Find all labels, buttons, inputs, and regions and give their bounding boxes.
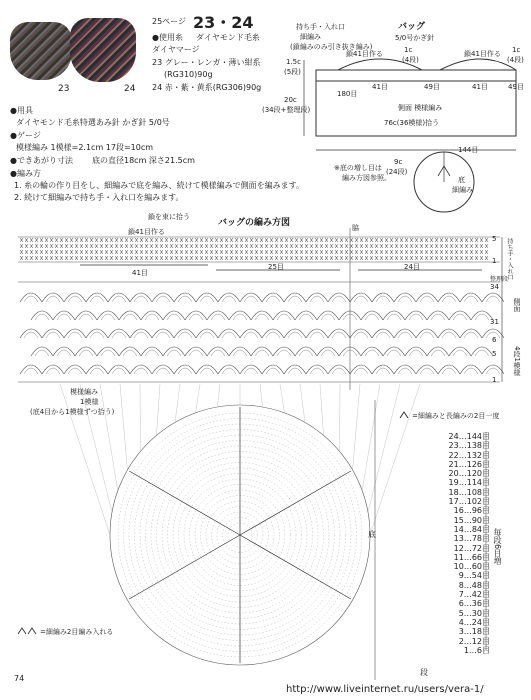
- yarn-name: ダイヤマージ: [152, 45, 200, 54]
- bottom-row-entry: 18…108目: [448, 487, 490, 497]
- yarn-label: ●使用糸: [152, 33, 183, 42]
- gauge-text: 模様編み 1模様=2.1cm 17段=10cm: [16, 143, 154, 152]
- schematic-hook: 5/0号かぎ針: [395, 34, 435, 42]
- row-num-1b: 1: [492, 376, 497, 384]
- label-waki: 脇: [352, 224, 359, 232]
- increase-note: 毎段6目増: [493, 528, 502, 566]
- schematic-41-left: 41目: [372, 83, 388, 91]
- bottom-spokes: [129, 407, 351, 663]
- gauge-heading: ●ゲージ: [10, 131, 41, 140]
- bottom-row-entry: 3…18目: [458, 627, 490, 637]
- bottom-row-entry: 7…42目: [458, 590, 490, 600]
- schematic-handle-label: 持ち手・入れ口: [296, 23, 345, 31]
- yarn-brand: ダイヤモンド毛糸: [196, 33, 260, 42]
- schematic-49-right: 49目: [508, 83, 524, 91]
- schematic-41-right: 41目: [472, 83, 488, 91]
- schematic-side: 側面 模様編み: [398, 104, 443, 112]
- schematic-handle-sub2: (鎖編みのみ引き抜き編み): [290, 43, 373, 51]
- bottom-row-entry: 6…36目: [458, 599, 490, 609]
- row-num-5b: 5: [492, 350, 497, 358]
- legend-decrease: =細編みと長編みの2目一度: [412, 412, 500, 420]
- method-heading: ●編み方: [10, 169, 41, 178]
- schematic-chain41-left: 鎖41目作る: [346, 50, 383, 58]
- bottom-row-entry: 21…126目: [448, 459, 490, 469]
- schematic-49-left: 49目: [424, 83, 440, 91]
- page-number: 74: [14, 674, 25, 683]
- bottom-row-table: [430, 432, 490, 655]
- bottom-row-entry: 9…54目: [458, 571, 490, 581]
- bottom-row-entry: 12…72目: [453, 543, 490, 553]
- bottom-row-entry: 23…138目: [448, 441, 490, 451]
- right-side-label: 側面: [513, 298, 521, 312]
- bottom-row-entry: 20…120目: [448, 469, 490, 479]
- bottom-row-entry: 19…114目: [448, 478, 490, 488]
- bottom-row-entry: 16…96目: [453, 506, 490, 516]
- bottom-row-entry: 8…48目: [458, 580, 490, 590]
- schematic-height-1c-left: 1c: [404, 46, 413, 54]
- bottom-row-entry: 11…66目: [453, 552, 490, 562]
- method-step-2: 2. 続けて細編みで持ち手・入れ口を編みます。: [14, 193, 184, 202]
- yarn-23: 23 グレー・レンガ・薄い紺系: [152, 58, 261, 67]
- schematic-bottom-st: 細編み: [452, 186, 473, 194]
- pattern-number: 23・24: [193, 13, 254, 32]
- tools-heading: ●用具: [10, 106, 33, 115]
- tools-text: ダイヤモンド毛糸特選あみ針 かぎ針 5/0号: [16, 118, 170, 127]
- schematic-note-2: 編み方図参照。: [342, 174, 391, 182]
- bottom-row-entry: 15…90目: [453, 515, 490, 525]
- right-organize-label: 整理段: [490, 276, 509, 283]
- footer-url[interactable]: http://www.liveinternet.ru/users/vera-1/: [286, 684, 484, 695]
- finished-text: 底の直径18cm 深さ21.5cm: [92, 156, 195, 165]
- bottom-row-entry: 13…78目: [453, 534, 490, 544]
- photo-label-23: 23: [58, 84, 70, 94]
- bottom-row-entry: 14…84目: [453, 524, 490, 534]
- finished-label: ●できあがり寸法: [10, 156, 73, 165]
- bottom-row-entry: 4…24目: [458, 617, 490, 627]
- schematic-title: バッグ: [398, 22, 426, 32]
- schematic-180: 180目: [337, 90, 358, 98]
- schematic-handle-sub1: 細編み: [300, 33, 321, 41]
- label-25: 25目: [268, 263, 284, 271]
- pattern-label-1: 模様編み: [70, 388, 98, 396]
- pattern-label-3: (底4目から1模様ずつ拾う): [30, 408, 115, 416]
- schematic-bottom: 底: [458, 176, 465, 184]
- schematic-rows5: (5段): [284, 68, 301, 76]
- right-4rows-label: 4段1模様: [513, 346, 521, 376]
- schematic-note-1: ※底の増し目は: [334, 164, 382, 172]
- row-word: 段: [420, 668, 428, 677]
- schematic-height-1c-right: 1c: [512, 46, 521, 54]
- page-ref: 25ページ: [152, 17, 187, 26]
- schematic-height-20: 20c: [284, 96, 297, 104]
- bottom-row-entry: 10…60目: [453, 562, 490, 572]
- stitch-rows: [20, 238, 504, 374]
- row-num-1: 1: [492, 257, 497, 265]
- bottom-row-entry: 5…30目: [458, 608, 490, 618]
- bottom-label: 底: [368, 530, 376, 539]
- diagram-title: バッグの編み方図: [218, 218, 291, 228]
- schematic-chain41-right: 鎖41目作る: [464, 50, 501, 58]
- photo-label-24: 24: [124, 84, 136, 94]
- row-num-6: 6: [492, 336, 497, 344]
- label-24: 24目: [404, 263, 420, 271]
- pattern-label-2: 1模様: [80, 398, 99, 406]
- schematic-side-width: 76c(36模様)拾う: [384, 119, 440, 127]
- right-handle-label: 持ち手・入れ口: [506, 238, 513, 280]
- bottom-row-entry: 2…12目: [458, 636, 490, 646]
- label-chain41: 鎖41目作る: [128, 228, 165, 236]
- legend-increase: =細編み2目編み入れる: [40, 628, 114, 636]
- schematic-height-9: 9c: [394, 158, 403, 166]
- yarn-23-code: (RG310)90g: [164, 70, 213, 79]
- schematic-rows4-right: (4段): [507, 56, 524, 64]
- bottom-row-entry: 22…132目: [448, 450, 490, 460]
- schematic-height-15: 1.5c: [286, 58, 301, 66]
- row-num-5: 5: [492, 235, 497, 243]
- schematic-rows4-left: (4段): [402, 56, 419, 64]
- bottom-row-entry: 17…102目: [448, 497, 490, 507]
- row-num-31: 31: [490, 318, 499, 326]
- label-pick-chain: 鎖を束に拾う: [148, 213, 190, 221]
- schematic-rows34: (34段+整理段): [262, 106, 311, 114]
- schematic-rows24: (24段): [386, 168, 408, 176]
- label-41: 41目: [132, 269, 148, 277]
- yarn-24: 24 赤・紫・黄系(RG306)90g: [152, 83, 262, 92]
- method-step-1: 1. 糸の輪の作り目をし、細編みで底を編み、続けて模様編みで側面を編みます。: [14, 181, 305, 190]
- schematic-bottom-sts: 144目: [458, 146, 479, 154]
- bottom-row-entry: 24…144目: [448, 432, 490, 441]
- bottom-row-entry: 1…6目: [463, 645, 490, 655]
- row-num-34: 34: [490, 283, 499, 291]
